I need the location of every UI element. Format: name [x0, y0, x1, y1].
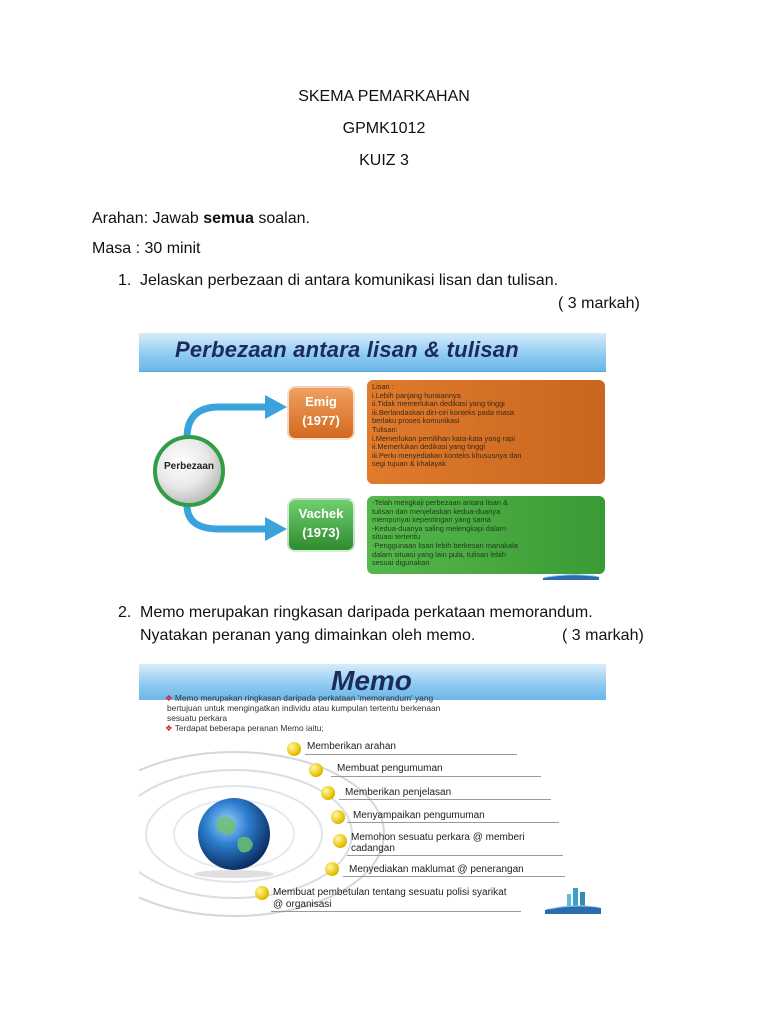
- question-1-text: Jelaskan perbezaan di antara komunikasi lisan dan tulisan.: [140, 272, 559, 289]
- vachek-note-line: -Penggunaan lisan lebih berkesan manakala: [372, 541, 518, 550]
- figure2-title: Memo: [331, 665, 412, 696]
- role-item: Membuat pembetulan tentang sesuatu polisi syarikat: [273, 887, 507, 898]
- arrow-upper-head: [265, 395, 287, 419]
- role-item: Menyediakan maklumat @ penerangan: [349, 864, 524, 875]
- quiz-label: KUIZ 3: [359, 152, 409, 169]
- perbezaan-label: Perbezaan: [163, 461, 215, 472]
- arrow-upper: [187, 407, 267, 438]
- vachek-notes-box: [367, 496, 605, 574]
- role-ball-icon: [309, 763, 323, 777]
- arrow-lower-head: [265, 517, 287, 541]
- question-2-text-2: Nyatakan peranan yang dimainkan oleh memo.: [140, 627, 476, 644]
- emig-note-line: iii.Berlandaskan diri-ciri konteks pada masa: [372, 408, 515, 417]
- emig-note-line: i.Memerlukan pemilihan kata-kata yang rapi: [372, 434, 515, 443]
- question-2-number: 2.: [118, 604, 132, 621]
- role-ball-icon: [325, 862, 339, 876]
- memo-intro-line: sesuatu perkara: [167, 713, 228, 723]
- memo-intro-text: Terdapat beberapa peranan Memo iaitu;: [174, 723, 324, 733]
- bullet-icon: ❖: [165, 723, 175, 733]
- emig-note-line: segi tujuan & khalayak: [372, 460, 446, 469]
- figure-perbezaan: [139, 333, 606, 583]
- emig-notes-box: [367, 380, 605, 484]
- course-code: GPMK1012: [342, 120, 426, 137]
- arrow-lower: [187, 505, 267, 529]
- question-1-marks: ( 3 markah): [558, 295, 640, 312]
- doc-title: SKEMA PEMARKAHAN: [298, 88, 470, 105]
- time-line: Masa : 30 minit: [92, 240, 201, 257]
- author-emig-name: Emig: [305, 394, 337, 409]
- publisher-logo-icon: [543, 886, 603, 916]
- role-item-cont: cadangan: [351, 843, 395, 854]
- role-ball-icon: [333, 834, 347, 848]
- emig-note-line: ii.Tidak memerlukan dedikasi yang tinggi: [372, 400, 505, 409]
- figure-memo: [139, 664, 606, 918]
- vachek-note-line: tulisan dan menjelaskan kedua-duanya: [372, 507, 501, 516]
- question-2-text: Memo merupakan ringkasan daripada perkataan memorandum.: [140, 604, 593, 621]
- role-item: Memohon sesuatu perkara @ memberi: [351, 832, 525, 843]
- author-vachek: [287, 498, 355, 552]
- bullet-icon: ❖: [165, 693, 175, 703]
- role-item: Membuat pengumuman: [337, 763, 443, 774]
- instruction-line: [92, 210, 310, 228]
- role-item: Memberikan penjelasan: [345, 787, 452, 798]
- memo-intro-line: bertujuan untuk mengingatkan individu atau kumpulan tertentu berkenaan: [167, 703, 441, 713]
- role-ball-icon: [321, 786, 335, 800]
- vachek-note-line: -Kedua-duanya saling melengkapi dalam: [372, 524, 506, 533]
- vachek-note-line: dalam situasi yang lain pula, tulisan lebih: [372, 550, 506, 559]
- author-emig: [287, 386, 355, 440]
- question-1-number: 1.: [118, 272, 132, 289]
- instruction-bold: semua: [203, 210, 254, 227]
- role-item: Menyampaikan pengumuman: [353, 810, 485, 821]
- memo-intro-line: [165, 724, 324, 734]
- publisher-logo-icon: [541, 571, 601, 581]
- role-underline: [305, 754, 517, 755]
- role-ball-icon: [287, 742, 301, 756]
- role-underline: [347, 822, 559, 823]
- role-underline: [343, 876, 565, 877]
- role-underline: [331, 776, 541, 777]
- vachek-note-line: -Telah mengkaji perbezaan antara lisan &: [372, 499, 508, 507]
- vachek-note-line: mempunyai kepentingan yang sama: [372, 516, 491, 525]
- instruction-prefix: Arahan: Jawab: [92, 210, 204, 227]
- role-item-cont: @ organisasi: [273, 899, 332, 910]
- figure1-title: Perbezaan antara lisan & tulisan: [175, 337, 519, 362]
- emig-note-line: Lisan :: [372, 383, 394, 391]
- emig-note-line: Tulisan:: [372, 425, 398, 434]
- author-emig-year: (1977): [302, 413, 340, 428]
- emig-note-line: berlaku proses komunikasi: [372, 417, 460, 426]
- author-vachek-name: Vachek: [298, 506, 344, 521]
- role-underline: [347, 855, 563, 856]
- role-ball-icon: [331, 810, 345, 824]
- emig-note-line: ii.Memerlukan dedikasi yang tinggi: [372, 443, 485, 452]
- instruction-suffix: soalan.: [253, 210, 310, 227]
- role-item: Memberikan arahan: [307, 741, 396, 752]
- author-vachek-year: (1973): [302, 525, 340, 540]
- emig-note-line: i.Lebih panjang huraiannya: [372, 391, 461, 400]
- role-underline: [271, 911, 521, 912]
- question-2-marks: ( 3 markah): [562, 627, 644, 644]
- memo-intro-text: Memo merupakan ringkasan daripada perkataan 'memorandum' yang: [174, 693, 434, 703]
- globe-icon: [198, 798, 270, 870]
- emig-note-line: iii.Perlu menyediakan konteks khususnya dan: [372, 451, 522, 460]
- role-ball-icon: [255, 886, 269, 900]
- vachek-note-line: sesuai digunakan: [372, 559, 430, 568]
- role-underline: [339, 799, 551, 800]
- vachek-note-line: situasi tertentu: [372, 533, 421, 542]
